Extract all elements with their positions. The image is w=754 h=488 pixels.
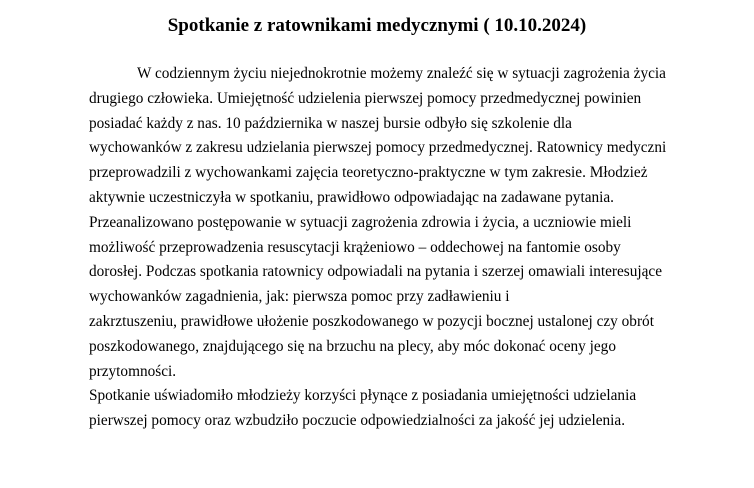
text-line: zakrztuszeniu, prawidłowe ułożenie poszkodowanego w pozycji bocznej ustalonej czy obrót — [89, 312, 654, 330]
paragraph-2 — [89, 384, 729, 434]
text-line: przytomności. — [89, 362, 177, 380]
text-line: poszkodowanego, znajdującego się na brzuchu na plecy, aby móc dokonać oceny jego — [89, 337, 616, 355]
text-line: wychowanków z zakresu udzielania pierwszej pomocy przedmedycznej. Ratownicy medyczni — [89, 139, 667, 157]
document-title: Spotkanie z ratownikami medycznymi ( 10.10.2024) — [167, 15, 587, 36]
text-line: możliwość przeprowadzenia resuscytacji krążeniowo – oddechowej na fantomie osoby — [89, 238, 621, 256]
text-line: Spotkanie uświadomiło młodzieży korzyści płynące z posiadania umiejętności udzielania — [89, 387, 637, 405]
text-line: W codziennym życiu niejednokrotnie możemy znaleźć się w sytuacji zagrożenia życia — [137, 65, 666, 82]
text-line: aktywnie uczestniczyła w spotkaniu, prawidłowo odpowiadając na zadawane pytania. — [89, 188, 615, 206]
document-body — [89, 62, 729, 434]
text-line: pierwszej pomocy oraz wzbudziło poczucie odpowiedzialności za jakość jej udzielenia. — [89, 412, 626, 430]
text-line: posiadać każdy z nas. 10 października w naszej bursie odbyło się szkolenie dla — [89, 114, 572, 132]
text-line: drugiego człowieka. Umiejętność udzielenia pierwszej pomocy przedmedycznej powinien — [89, 89, 642, 107]
text-line: dorosłej. Podczas spotkania ratownicy odpowiadali na pytania i szerzej omawiali interesujące — [89, 263, 663, 281]
text-line: przeprowadzili z wychowankami zajęcia teoretyczno-praktyczne w tym zakresie. Młodzież — [89, 164, 648, 182]
text-line: Przeanalizowano postępowanie w sytuacji zagrożenia zdrowia i życia, a uczniowie mieli — [89, 213, 632, 231]
paragraph-1 — [89, 62, 729, 384]
text-line: wychowanków zagadnienia, jak: pierwsza pomoc przy zadławieniu i — [89, 288, 510, 306]
